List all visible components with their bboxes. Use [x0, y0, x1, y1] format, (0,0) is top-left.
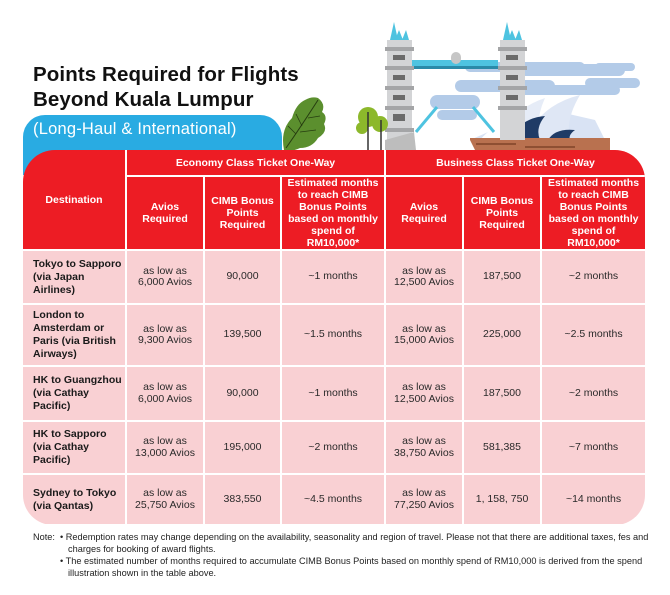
title-line-2: Beyond Kuala Lumpur	[33, 88, 254, 111]
row-destination: HK to Guangzhou (via Cathay Pacific)	[23, 366, 126, 421]
header-business-months: Estimated months to reach CIMB Bonus Points based on monthly spend of RM10,000*	[541, 176, 645, 250]
avios-prefix: as low as	[143, 322, 187, 335]
header-business-cimb: CIMB Bonus Points Required	[463, 176, 541, 250]
header-economy-group: Economy Class Ticket One-Way	[126, 150, 385, 176]
economy-cimb-cell: 139,500	[204, 304, 281, 366]
economy-avios-cell	[126, 421, 204, 474]
avios-value: 25,750 Avios	[135, 498, 195, 511]
business-months-cell: ~2 months	[541, 250, 645, 304]
business-avios-cell	[385, 421, 463, 474]
economy-avios-cell	[126, 304, 204, 366]
business-months-cell: ~2.5 months	[541, 304, 645, 366]
economy-cimb-cell: 195,000	[204, 421, 281, 474]
business-cimb-cell: 1, 158, 750	[463, 474, 541, 524]
economy-months-cell: ~2 months	[281, 421, 385, 474]
table-row	[23, 366, 645, 421]
category-pill-label: (Long-Haul & International)	[33, 120, 237, 138]
row-destination: Tokyo to Sapporo (via Japan Airlines)	[23, 250, 126, 304]
row-destination: Sydney to Tokyo (via Qantas)	[23, 474, 126, 524]
avios-prefix: as low as	[143, 435, 187, 447]
avios-prefix: as low as	[143, 487, 187, 499]
notes-list	[60, 531, 650, 579]
sydney-opera-house-icon	[470, 95, 610, 150]
avios-value: 77,250 Avios	[394, 498, 454, 511]
avios-value: 6,000 Avios	[137, 392, 193, 405]
business-avios-cell	[385, 474, 463, 524]
avios-value: 12,500 Avios	[394, 392, 454, 405]
table-row	[23, 421, 645, 474]
note-item: • Redemption rates may change depending on the availability, seasonality and region of travel. Please not that there are additional taxes, fes and charges for booking of award flights.	[60, 532, 649, 554]
avios-value: 9,300 Avios	[137, 334, 193, 346]
avios-prefix: as low as	[402, 322, 446, 335]
avios-prefix: as low as	[143, 264, 187, 277]
avios-value: 15,000 Avios	[394, 334, 454, 346]
business-cimb-cell: 187,500	[463, 250, 541, 304]
avios-value: 13,000 Avios	[135, 446, 195, 459]
economy-avios-cell	[126, 474, 204, 524]
header-business-group: Business Class Ticket One-Way	[385, 150, 645, 176]
note-item: • The estimated number of months required to accumulate CIMB Bonus Points based on monthly spend of RM10,000 is derived from the spend illustration shown in the table above.	[60, 556, 643, 578]
business-months-cell: ~2 months	[541, 366, 645, 421]
avios-prefix: as low as	[402, 381, 446, 393]
title-line-1: Points Required for Flights	[33, 63, 299, 86]
points-table	[23, 150, 645, 524]
table-row	[23, 250, 645, 304]
business-cimb-cell: 187,500	[463, 366, 541, 421]
economy-avios-cell	[126, 366, 204, 421]
economy-months-cell: ~1 months	[281, 366, 385, 421]
economy-cimb-cell: 383,550	[204, 474, 281, 524]
business-avios-cell	[385, 250, 463, 304]
small-trees-icon	[356, 107, 388, 150]
points-table-container	[23, 150, 645, 525]
header-economy-cimb: CIMB Bonus Points Required	[204, 176, 281, 250]
table-row	[23, 304, 645, 366]
header-economy-avios: Avios Required	[126, 176, 204, 250]
economy-months-cell: ~4.5 months	[281, 474, 385, 524]
avios-value: 6,000 Avios	[137, 276, 193, 288]
notes-label: Note:	[33, 532, 55, 542]
tower-bridge-icon	[385, 22, 527, 150]
table-row	[23, 474, 645, 524]
avios-value: 38,750 Avios	[394, 446, 454, 459]
business-avios-cell	[385, 304, 463, 366]
business-cimb-cell: 225,000	[463, 304, 541, 366]
business-cimb-cell: 581,385	[463, 421, 541, 474]
economy-months-cell: ~1 months	[281, 250, 385, 304]
economy-cimb-cell: 90,000	[204, 250, 281, 304]
page-title	[33, 62, 299, 112]
avios-prefix: as low as	[402, 487, 446, 499]
avios-prefix: as low as	[402, 435, 446, 447]
header-economy-months: Estimated months to reach CIMB Bonus Points based on monthly spend of RM10,000*	[281, 176, 385, 250]
business-avios-cell	[385, 366, 463, 421]
row-destination: HK to Sapporo (via Cathay Pacific)	[23, 421, 126, 474]
economy-cimb-cell: 90,000	[204, 366, 281, 421]
header-destination: Destination	[23, 150, 126, 250]
business-months-cell: ~14 months	[541, 474, 645, 524]
avios-value: 12,500 Avios	[394, 276, 454, 288]
avios-prefix: as low as	[143, 381, 187, 393]
avios-prefix: as low as	[402, 264, 446, 277]
business-months-cell: ~7 months	[541, 421, 645, 474]
economy-months-cell: ~1.5 months	[281, 304, 385, 366]
economy-avios-cell	[126, 250, 204, 304]
clouds-icon	[430, 62, 640, 120]
header-business-avios: Avios Required	[385, 176, 463, 250]
row-destination: London to Amsterdam or Paris (via British Airways)	[23, 304, 126, 366]
